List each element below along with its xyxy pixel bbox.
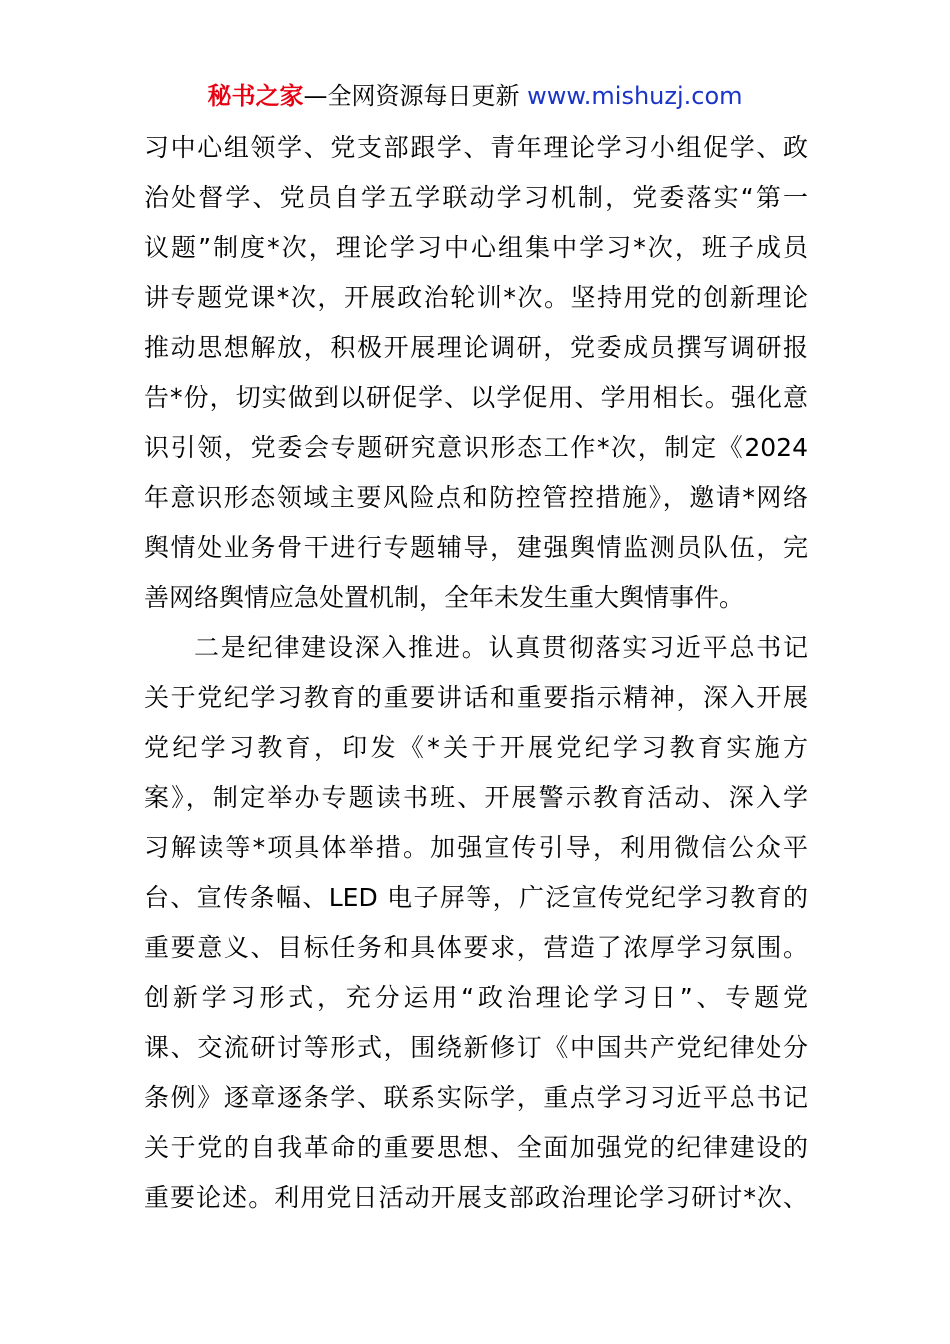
body-line: 议题”制度*次，理论学习中心组集中学习*次，班子成员: [144, 233, 808, 262]
body-line: 习解读等*项具体举措。加强宣传引导，利用微信公众平: [144, 833, 808, 862]
site-tagline: —全网资源每日更新: [303, 82, 528, 110]
body-line: 创新学习形式，充分运用“政治理论学习日”、专题党: [144, 983, 808, 1012]
document-body: [144, 123, 808, 1223]
body-line-paragraph-end: 善网络舆情应急处置机制，全年未发生重大舆情事件。: [144, 583, 745, 612]
body-line: 台、宣传条幅、LED 电子屏等，广泛宣传党纪学习教育的: [144, 883, 808, 912]
body-line: 讲专题党课*次，开展政治轮训*次。坚持用党的创新理论: [144, 283, 808, 312]
body-line: 党纪学习教育，印发《*关于开展党纪学习教育实施方: [144, 733, 808, 762]
site-header: [0, 80, 950, 112]
body-line: 舆情处业务骨干进行专题辅导，建强舆情监测员队伍，完: [144, 533, 808, 562]
body-line: 治处督学、党员自学五学联动学习机制，党委落实“第一: [144, 183, 808, 212]
body-line: 重要意义、目标任务和具体要求，营造了浓厚学习氛围。: [144, 933, 808, 962]
body-line: 识引领，党委会专题研究意识形态工作*次，制定《2024: [144, 433, 808, 462]
site-brand: 秘书之家: [207, 82, 304, 110]
body-line: 案》，制定举办专题读书班、开展警示教育活动、深入学: [144, 783, 808, 812]
body-line: 关于党纪学习教育的重要讲话和重要指示精神，深入开展: [144, 683, 808, 712]
body-line: 推动思想解放，积极开展理论调研，党委成员撰写调研报: [144, 333, 808, 362]
body-line: 条例》逐章逐条学、联系实际学，重点学习习近平总书记: [144, 1083, 808, 1112]
body-line-paragraph-start: 二是纪律建设深入推进。认真贯彻落实习近平总书记: [194, 633, 808, 662]
body-line: 习中心组领学、党支部跟学、青年理论学习小组促学、政: [144, 133, 808, 162]
body-line: 告*份，切实做到以研促学、以学促用、学用相长。强化意: [144, 383, 808, 412]
body-line: 关于党的自我革命的重要思想、全面加强党的纪律建设的: [144, 1133, 808, 1162]
body-line: 重要论述。利用党日活动开展支部政治理论学习研讨*次、: [144, 1183, 808, 1212]
site-url[interactable]: www.mishuzj.com: [527, 82, 743, 110]
body-line: 课、交流研讨等形式，围绕新修订《中国共产党纪律处分: [144, 1033, 808, 1062]
body-line: 年意识形态领域主要风险点和防控管控措施》，邀请*网络: [144, 483, 808, 512]
